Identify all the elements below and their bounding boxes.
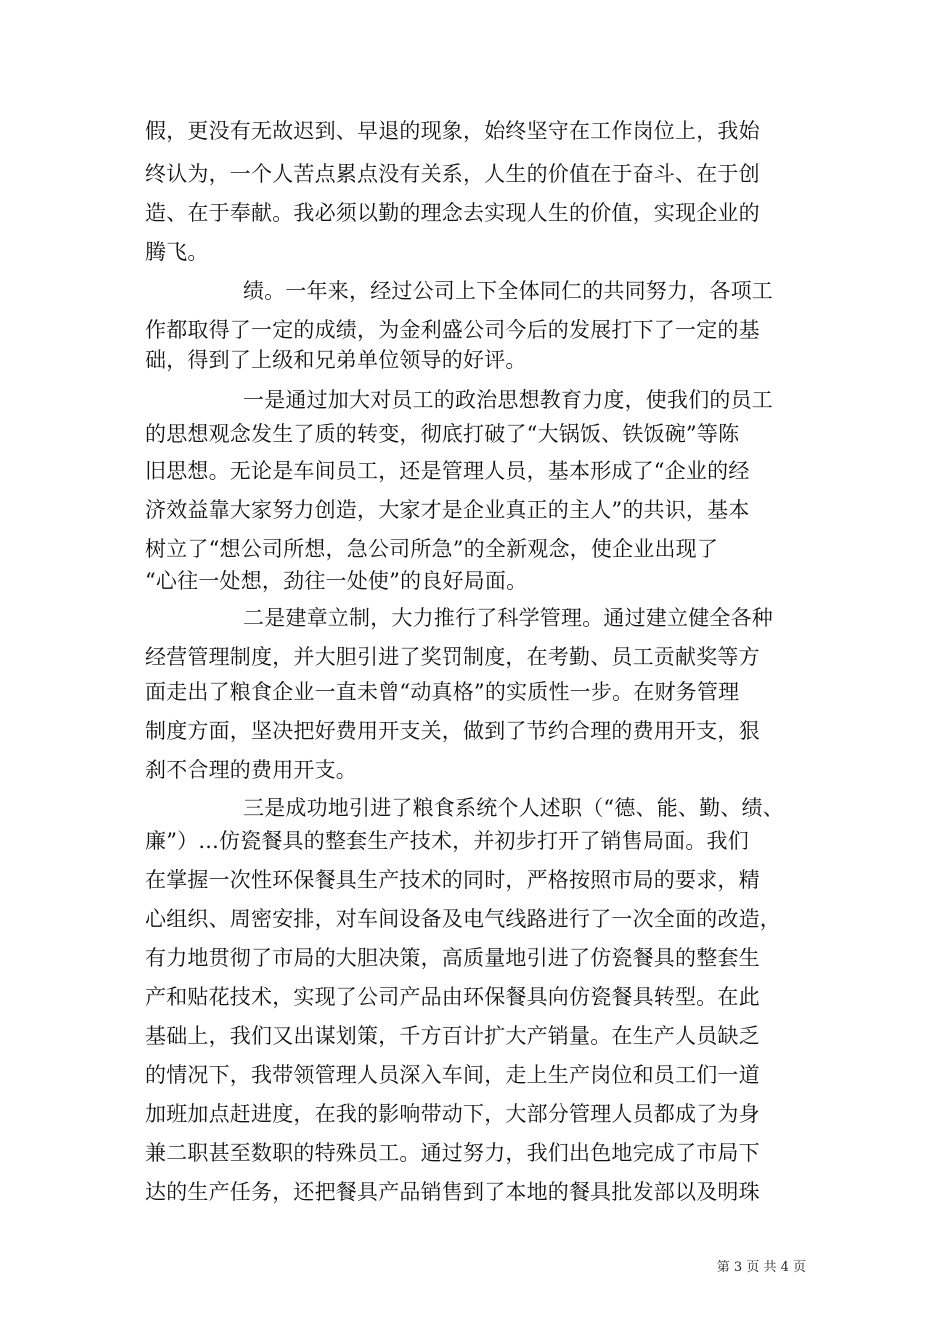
text-line: 的情况下，我带领管理人员深入车间，走上生产岗位和员工们一道 [145,1063,760,1087]
text-line: 一是通过加大对员工的政治思想教育力度，使我们的员工 [243,388,773,412]
text-line: 制度方面，坚决把好费用开支关，做到了节约合理的费用开支，狠 [145,719,760,743]
text-line: 面走出了粮食企业一直未曾“动真格”的实质性一步。在财务管理 [145,680,740,704]
text-line: 造、在于奉献。我必须以勤的理念去实现人生的价值，实现企业的 [145,201,760,225]
page-number: 第 3 页 共 4 页 [716,1260,806,1275]
text-line: 经营管理制度，并大胆引进了奖罚制度，在考勤、员工贡献奖等方 [145,645,760,669]
text-line: 廉”）...仿瓷餐具的整套生产技术，并初步打开了销售局面。我们 [145,829,749,853]
text-line: 二是建章立制，大力推行了科学管理。通过建立健全各种 [243,606,773,630]
text-line: 的思想观念发生了质的转变，彻底打破了“大锅饭、铁饭碗”等陈 [145,422,740,446]
text-line: 腾飞。 [145,240,209,264]
text-line: 刹不合理的费用开支。 [145,758,357,782]
text-line: 作都取得了一定的成绩，为金利盛公司今后的发展打下了一定的基 [145,318,760,342]
text-line: 绩。一年来，经过公司上下全体同仁的共同努力，各项工 [243,279,773,303]
text-line: 兼二职甚至数职的特殊员工。通过努力，我们出色地完成了市局下 [145,1141,760,1165]
text-line: 有力地贯彻了市局的大胆决策，高质量地引进了仿瓷餐具的整套生 [145,946,760,970]
text-line: 假，更没有无故迟到、早退的现象，始终坚守在工作岗位上，我始 [145,119,760,143]
text-line: 基础上，我们又出谋划策，千方百计扩大产销量。在生产人员缺乏 [145,1024,760,1048]
text-line: 树立了“想公司所想，急公司所急”的全新观念，使企业出现了 [145,537,719,561]
text-line: 在掌握一次性环保餐具生产技术的同时，严格按照市局的要求，精 [145,868,760,892]
text-line: 础，得到了上级和兄弟单位领导的好评。 [145,348,527,372]
text-line: 旧思想。无论是车间员工，还是管理人员，基本形成了“企业的经 [145,459,750,483]
text-line: 济效益靠大家努力创造，大家才是企业真正的主人”的共识，基本 [145,498,750,522]
text-line: 心组织、周密安排，对车间设备及电气线路进行了一次全面的改造， [145,907,781,931]
text-line: 产和贴花技术，实现了公司产品由环保餐具向仿瓷餐具转型。在此 [145,985,760,1009]
text-line: 加班加点赶进度，在我的影响带动下，大部分管理人员都成了为身 [145,1102,760,1126]
text-line: “心往一处想，劲往一处使”的良好局面。 [145,569,528,593]
text-line: 三是成功地引进了粮食系统个人述职（“德、能、勤、绩、 [243,796,784,820]
text-line: 终认为，一个人苦点累点没有关系，人生的价值在于奋斗、在于创 [145,162,760,186]
text-line: 达的生产任务，还把餐具产品销售到了本地的餐具批发部以及明珠 [145,1180,760,1204]
